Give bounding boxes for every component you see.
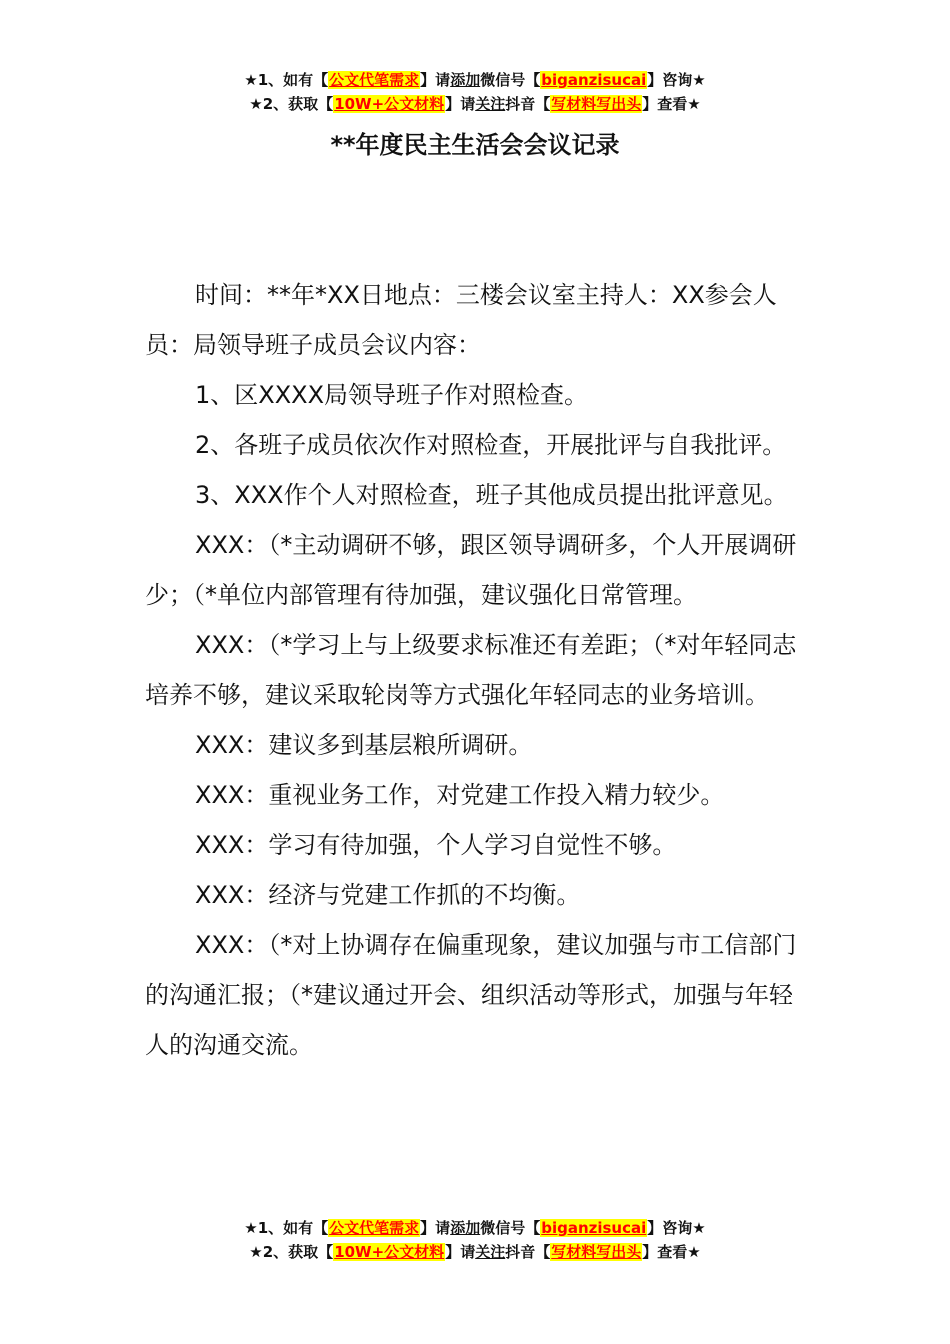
paragraph: 3、XXX作个人对照检查，班子其他成员提出批评意见。 (195, 481, 788, 509)
banner-highlight: 10W+公文材料 (334, 95, 445, 113)
banner-text: 】查看★ (642, 1243, 701, 1261)
banner-highlight: 公文代笔需求 (329, 1219, 420, 1237)
banner-text: 抖音【 (505, 95, 551, 113)
banner-text: ★1、如有【 (244, 71, 329, 89)
paragraph: XXX：学习有待加强，个人学习自觉性不够。 (195, 831, 677, 859)
banner-text: ★2、获取【 (249, 95, 334, 113)
document-body (145, 270, 805, 1070)
banner-underline: 关注 (475, 95, 506, 113)
footer-banner (0, 1216, 950, 1264)
banner-line-2 (0, 92, 950, 116)
banner-underline: 添加 (450, 1219, 481, 1237)
banner-text: 】咨询★ (647, 71, 706, 89)
banner-text: 】请 (420, 71, 451, 89)
paragraph: XXX：（*学习上与上级要求标准还有差距；（*对年轻同志培养不够，建议采取轮岗等方式强化年轻同志的业务培训。 (145, 631, 797, 709)
paragraph: 1、区XXXX局领导班子作对照检查。 (195, 381, 589, 409)
banner-underline: 关注 (475, 1243, 506, 1261)
banner-line-1 (0, 68, 950, 92)
banner-text: 抖音【 (505, 1243, 551, 1261)
banner-highlight: biganzisucai (541, 1219, 647, 1237)
paragraph: XXX：经济与党建工作抓的不均衡。 (195, 881, 581, 909)
banner-text: 微信号【 (480, 1219, 541, 1237)
banner-line-2 (0, 1240, 950, 1264)
banner-text: 】查看★ (642, 95, 701, 113)
banner-text: 】请 (445, 1243, 476, 1261)
banner-text: 微信号【 (480, 71, 541, 89)
paragraph: 时间：**年*XX日地点：三楼会议室主持人：XX参会人员：局领导班子成员会议内容： (145, 281, 777, 359)
banner-text: ★1、如有【 (244, 1219, 329, 1237)
banner-text: 】请 (445, 95, 476, 113)
banner-line-1 (0, 1216, 950, 1240)
banner-text: 】请 (420, 1219, 451, 1237)
paragraph: XXX：（*主动调研不够，跟区领导调研多，个人开展调研少；（*单位内部管理有待加强，建议强化日常管理。 (145, 531, 797, 609)
paragraph: XXX：（*对上协调存在偏重现象，建议加强与市工信部门的沟通汇报；（*建议通过开会、组织活动等形式，加强与年轻人的沟通交流。 (145, 931, 797, 1059)
banner-highlight: 公文代笔需求 (329, 71, 420, 89)
banner-highlight: 10W+公文材料 (334, 1243, 445, 1261)
banner-text: 】咨询★ (647, 1219, 706, 1237)
banner-highlight: biganzisucai (541, 71, 647, 89)
paragraph: XXX：重视业务工作，对党建工作投入精力较少。 (195, 781, 725, 809)
banner-highlight: 写材料写出头 (551, 1243, 642, 1261)
paragraph: 2、各班子成员依次作对照检查，开展批评与自我批评。 (195, 431, 787, 459)
document-title: **年度民主生活会会议记录 (330, 131, 620, 159)
paragraph: XXX：建议多到基层粮所调研。 (195, 731, 533, 759)
header-banner (0, 68, 950, 116)
banner-text: ★2、获取【 (249, 1243, 334, 1261)
banner-underline: 添加 (450, 71, 481, 89)
banner-highlight: 写材料写出头 (551, 95, 642, 113)
